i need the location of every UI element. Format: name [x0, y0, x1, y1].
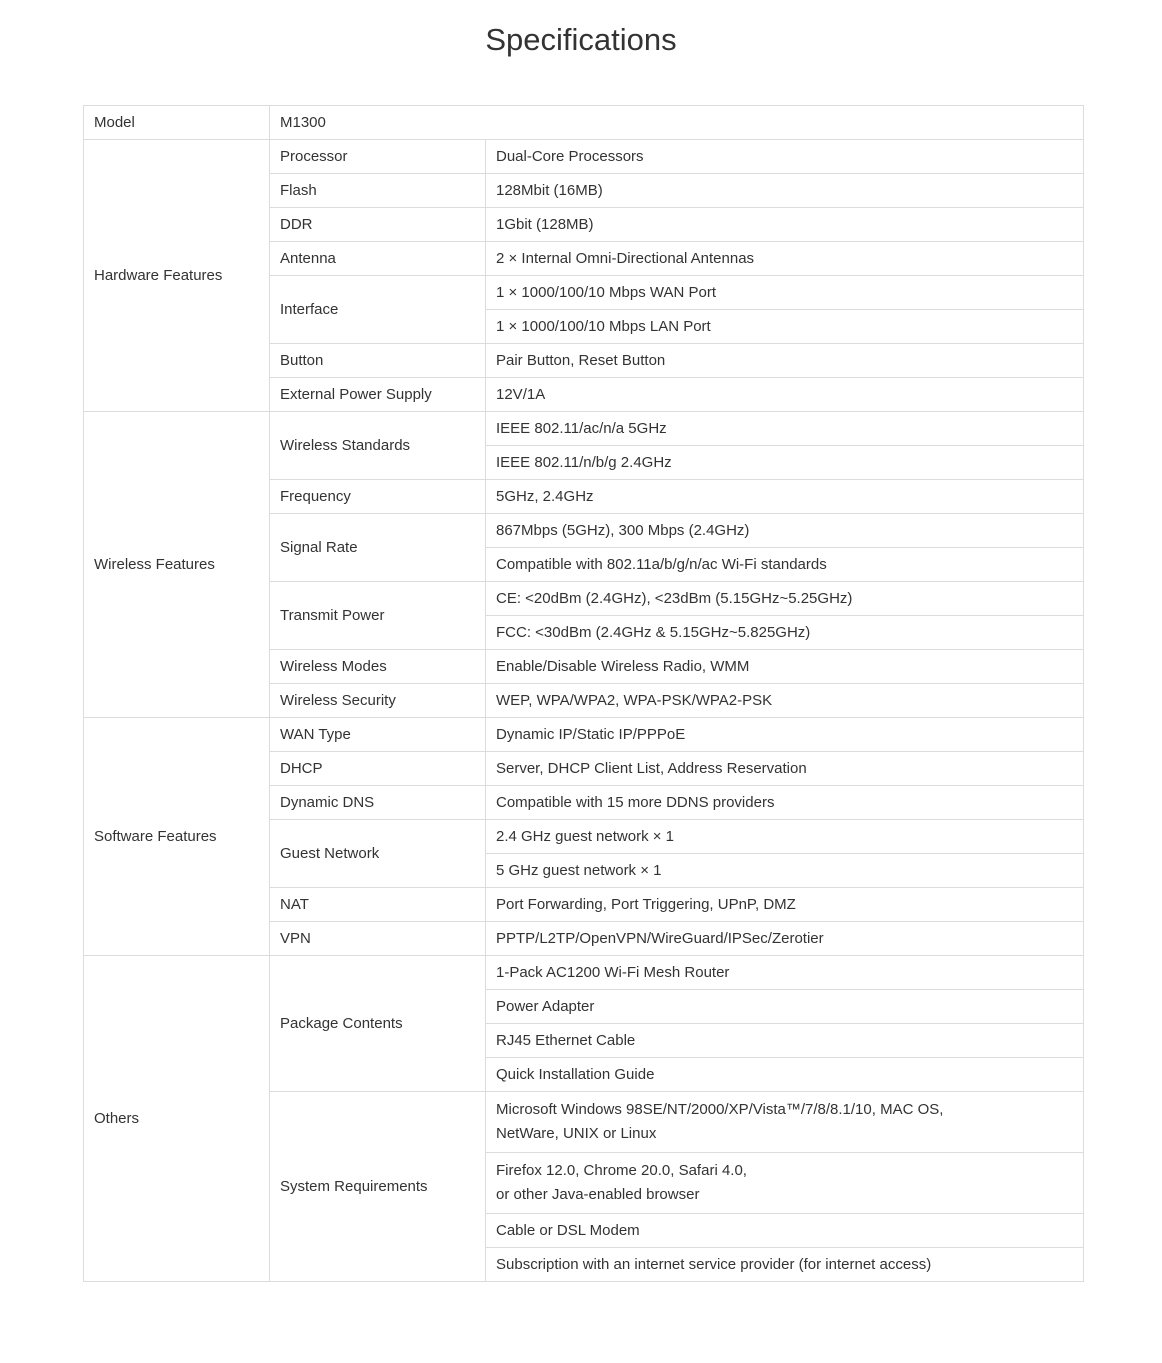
- spec-value-package-router: 1-Pack AC1200 Wi-Fi Mesh Router: [486, 956, 1084, 990]
- spec-value-guest-24ghz: 2.4 GHz guest network × 1: [486, 820, 1084, 854]
- specifications-table: [83, 105, 1084, 1282]
- spec-label-button: Button: [270, 344, 486, 378]
- table-row: [84, 106, 1084, 140]
- spec-label-power: External Power Supply: [270, 378, 486, 412]
- table-row: [84, 140, 1084, 174]
- spec-value-wireless-modes: Enable/Disable Wireless Radio, WMM: [486, 650, 1084, 684]
- spec-label-dhcp: DHCP: [270, 752, 486, 786]
- spec-label-frequency: Frequency: [270, 480, 486, 514]
- table-row: [84, 412, 1084, 446]
- spec-value-ddns: Compatible with 15 more DDNS providers: [486, 786, 1084, 820]
- spec-value-flash: 128Mbit (16MB): [486, 174, 1084, 208]
- spec-label-processor: Processor: [270, 140, 486, 174]
- spec-value-transmit-fcc: FCC: <30dBm (2.4GHz & 5.15GHz~5.825GHz): [486, 616, 1084, 650]
- spec-value-standard-5ghz: IEEE 802.11/ac/n/a 5GHz: [486, 412, 1084, 446]
- section-label-wireless: Wireless Features: [84, 412, 270, 718]
- spec-value-frequency: 5GHz, 2.4GHz: [486, 480, 1084, 514]
- spec-value-dhcp: Server, DHCP Client List, Address Reservation: [486, 752, 1084, 786]
- spec-label-antenna: Antenna: [270, 242, 486, 276]
- spec-label-transmit-power: Transmit Power: [270, 582, 486, 650]
- spec-label-wireless-modes: Wireless Modes: [270, 650, 486, 684]
- spec-value-vpn: PPTP/L2TP/OpenVPN/WireGuard/IPSec/Zerotier: [486, 922, 1084, 956]
- spec-value-wan-type: Dynamic IP/Static IP/PPPoE: [486, 718, 1084, 752]
- spec-value-requirements-browser: [486, 1153, 1084, 1214]
- requirements-browser-line: or other Java-enabled browser: [496, 1186, 700, 1203]
- section-label-hardware: Hardware Features: [84, 140, 270, 412]
- spec-label-wireless-standards: Wireless Standards: [270, 412, 486, 480]
- spec-label-system-requirements: System Requirements: [270, 1092, 486, 1282]
- spec-label-flash: Flash: [270, 174, 486, 208]
- spec-value-requirements-os: [486, 1092, 1084, 1153]
- spec-value-package-cable: RJ45 Ethernet Cable: [486, 1024, 1084, 1058]
- spec-value-requirements-modem: Cable or DSL Modem: [486, 1214, 1084, 1248]
- spec-value-wireless-security: WEP, WPA/WPA2, WPA-PSK/WPA2-PSK: [486, 684, 1084, 718]
- requirements-browser-line: Firefox 12.0, Chrome 20.0, Safari 4.0,: [496, 1162, 747, 1179]
- requirements-os-line: Microsoft Windows 98SE/NT/2000/XP/Vista™/7/8/8.1/10, MAC OS,: [496, 1101, 944, 1118]
- spec-label-guest-network: Guest Network: [270, 820, 486, 888]
- section-label-others: Others: [84, 956, 270, 1282]
- spec-value-interface-lan: 1 × 1000/100/10 Mbps LAN Port: [486, 310, 1084, 344]
- spec-value-power: 12V/1A: [486, 378, 1084, 412]
- spec-value-requirements-isp: Subscription with an internet service provider (for internet access): [486, 1248, 1084, 1282]
- spec-value-transmit-ce: CE: <20dBm (2.4GHz), <23dBm (5.15GHz~5.25GHz): [486, 582, 1084, 616]
- spec-value-guest-5ghz: 5 GHz guest network × 1: [486, 854, 1084, 888]
- spec-value-ddr: 1Gbit (128MB): [486, 208, 1084, 242]
- spec-value-antenna: 2 × Internal Omni-Directional Antennas: [486, 242, 1084, 276]
- table-row: [84, 956, 1084, 990]
- spec-label-package-contents: Package Contents: [270, 956, 486, 1092]
- page-title: Specifications: [485, 22, 677, 57]
- spec-value-standard-24ghz: IEEE 802.11/n/b/g 2.4GHz: [486, 446, 1084, 480]
- spec-label-signal-rate: Signal Rate: [270, 514, 486, 582]
- spec-label-ddr: DDR: [270, 208, 486, 242]
- spec-value-model: M1300: [270, 106, 1084, 140]
- spec-value-nat: Port Forwarding, Port Triggering, UPnP, DMZ: [486, 888, 1084, 922]
- spec-label-ddns: Dynamic DNS: [270, 786, 486, 820]
- spec-value-package-adapter: Power Adapter: [486, 990, 1084, 1024]
- spec-label-interface: Interface: [270, 276, 486, 344]
- spec-label-vpn: VPN: [270, 922, 486, 956]
- spec-label-model: Model: [84, 106, 270, 140]
- spec-label-wan-type: WAN Type: [270, 718, 486, 752]
- spec-label-wireless-security: Wireless Security: [270, 684, 486, 718]
- section-label-software: Software Features: [84, 718, 270, 956]
- spec-value-package-guide: Quick Installation Guide: [486, 1058, 1084, 1092]
- spec-value-interface-wan: 1 × 1000/100/10 Mbps WAN Port: [486, 276, 1084, 310]
- spec-label-nat: NAT: [270, 888, 486, 922]
- spec-value-signal-rate: 867Mbps (5GHz), 300 Mbps (2.4GHz): [486, 514, 1084, 548]
- table-row: [84, 718, 1084, 752]
- spec-value-processor: Dual-Core Processors: [486, 140, 1084, 174]
- requirements-os-line: NetWare, UNIX or Linux: [496, 1125, 657, 1142]
- spec-value-button: Pair Button, Reset Button: [486, 344, 1084, 378]
- spec-value-signal-compat: Compatible with 802.11a/b/g/n/ac Wi-Fi standards: [486, 548, 1084, 582]
